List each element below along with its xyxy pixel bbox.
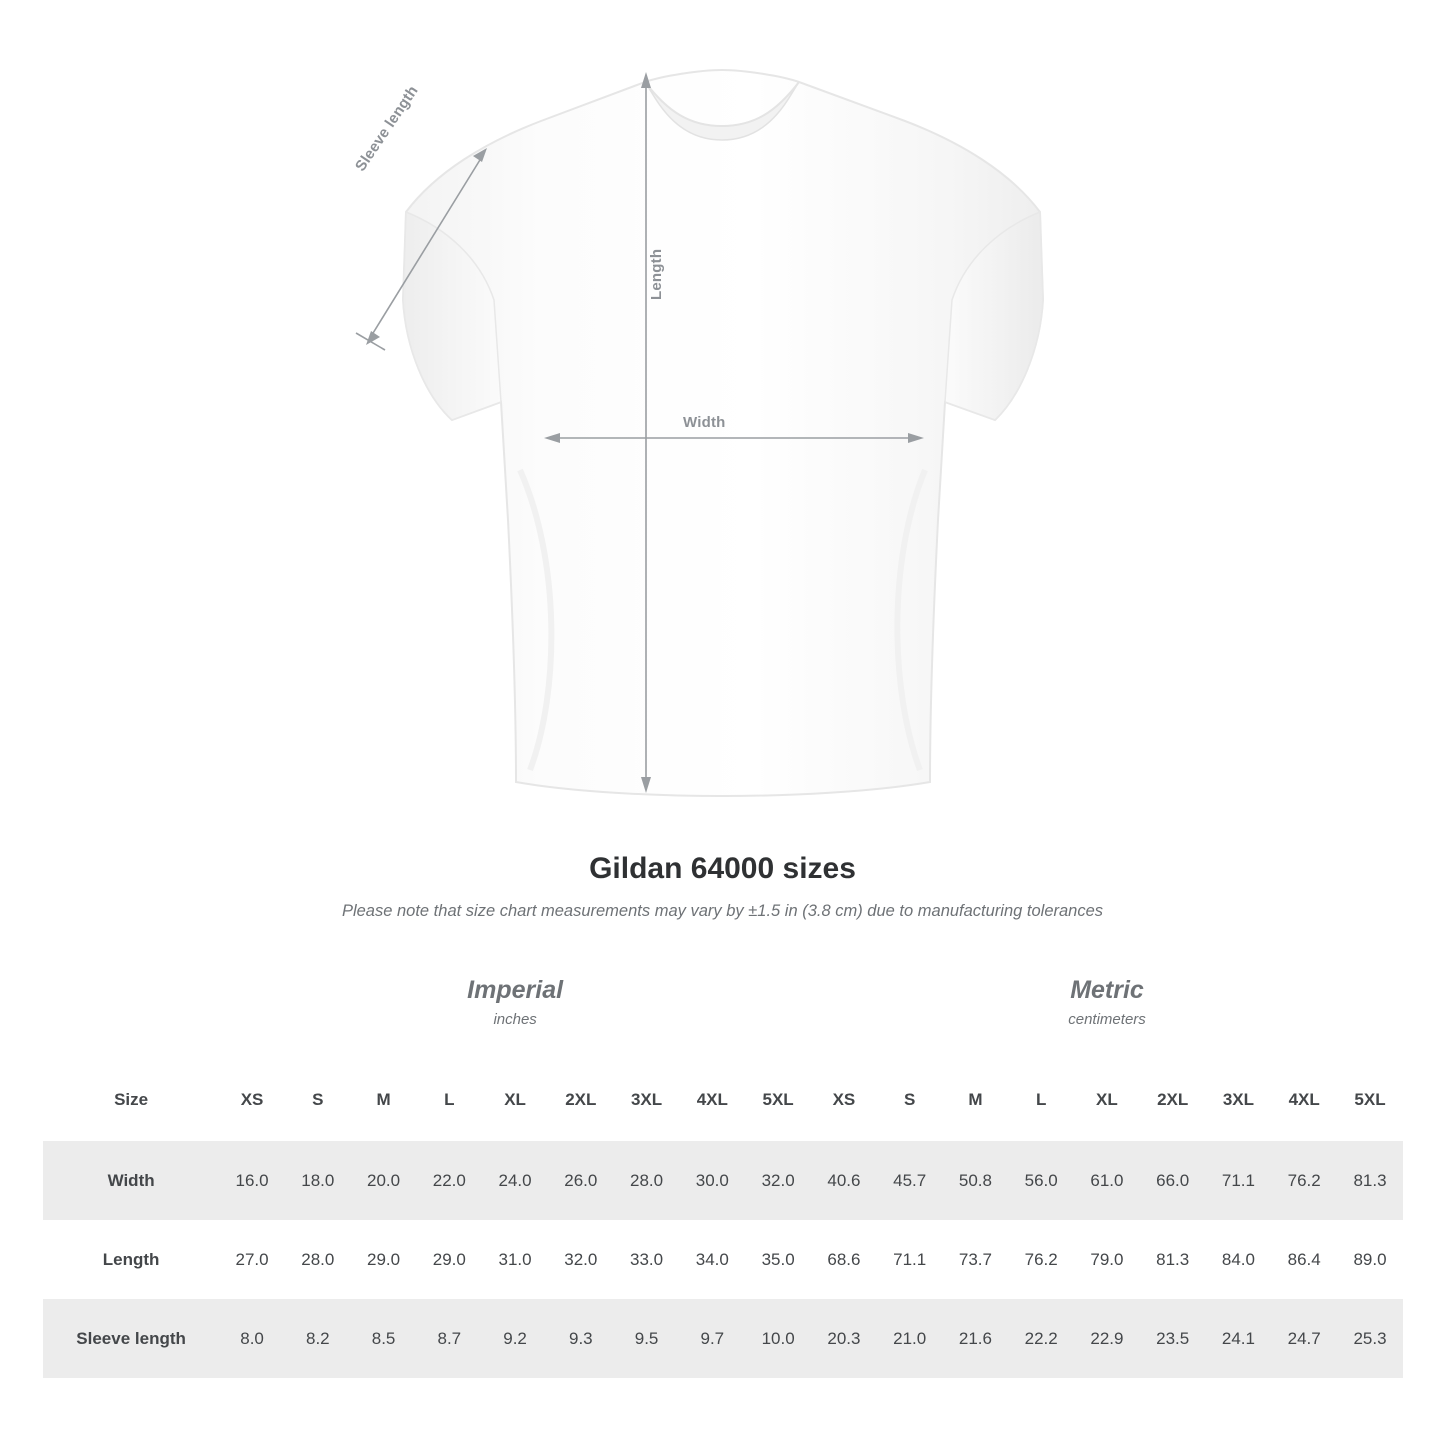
cell-sleeve-length: 8.7 — [416, 1299, 482, 1378]
cell-sleeve-length: 9.5 — [614, 1299, 680, 1378]
size-header-cell: 3XL — [614, 1058, 680, 1141]
size-header-cell: M — [943, 1058, 1009, 1141]
cell-length: 84.0 — [1206, 1220, 1272, 1299]
row-label-width: Width — [43, 1141, 219, 1220]
cell-width: 20.0 — [351, 1141, 417, 1220]
cell-width: 66.0 — [1140, 1141, 1206, 1220]
cell-sleeve-length: 9.2 — [482, 1299, 548, 1378]
size-header-cell: 4XL — [679, 1058, 745, 1141]
sleeve-length-annotation: Sleeve length — [352, 82, 422, 175]
size-header-cell: XL — [482, 1058, 548, 1141]
size-header-cell: XS — [219, 1058, 285, 1141]
cell-length: 76.2 — [1008, 1220, 1074, 1299]
size-header-cell: 2XL — [1140, 1058, 1206, 1141]
cell-width: 76.2 — [1271, 1141, 1337, 1220]
system-name-metric: Metric — [1070, 976, 1144, 1005]
cell-sleeve-length: 24.1 — [1206, 1299, 1272, 1378]
size-header-cell: S — [877, 1058, 943, 1141]
cell-width: 81.3 — [1337, 1141, 1403, 1220]
table-system-header-row — [43, 946, 1403, 1058]
table-size-header-row — [43, 1058, 1403, 1141]
cell-width: 40.6 — [811, 1141, 877, 1220]
cell-width: 32.0 — [745, 1141, 811, 1220]
cell-sleeve-length: 10.0 — [745, 1299, 811, 1378]
system-header-spacer — [43, 946, 219, 1058]
cell-length: 79.0 — [1074, 1220, 1140, 1299]
cell-length: 71.1 — [877, 1220, 943, 1299]
cell-width: 18.0 — [285, 1141, 351, 1220]
cell-length: 33.0 — [614, 1220, 680, 1299]
system-name-imperial: Imperial — [467, 976, 564, 1005]
cell-sleeve-length: 21.0 — [877, 1299, 943, 1378]
width-annotation: Width — [683, 414, 726, 431]
row-label-sleeve-length: Sleeve length — [43, 1299, 219, 1378]
cell-length: 29.0 — [351, 1220, 417, 1299]
row-label-length: Length — [43, 1220, 219, 1299]
size-table — [43, 946, 1403, 1378]
cell-length: 31.0 — [482, 1220, 548, 1299]
cell-width: 30.0 — [679, 1141, 745, 1220]
cell-width: 56.0 — [1008, 1141, 1074, 1220]
system-header-imperial — [219, 946, 811, 1058]
shirt-body — [403, 70, 1043, 796]
cell-length: 86.4 — [1271, 1220, 1337, 1299]
cell-width: 16.0 — [219, 1141, 285, 1220]
cell-width: 22.0 — [416, 1141, 482, 1220]
cell-sleeve-length: 20.3 — [811, 1299, 877, 1378]
cell-sleeve-length: 23.5 — [1140, 1299, 1206, 1378]
cell-sleeve-length: 24.7 — [1271, 1299, 1337, 1378]
cell-width: 24.0 — [482, 1141, 548, 1220]
cell-width: 45.7 — [877, 1141, 943, 1220]
cell-sleeve-length: 9.3 — [548, 1299, 614, 1378]
cell-length: 32.0 — [548, 1220, 614, 1299]
size-header-cell: L — [1008, 1058, 1074, 1141]
size-header-cell: S — [285, 1058, 351, 1141]
cell-length: 35.0 — [745, 1220, 811, 1299]
cell-length: 89.0 — [1337, 1220, 1403, 1299]
size-header-cell: M — [351, 1058, 417, 1141]
cell-sleeve-length: 8.2 — [285, 1299, 351, 1378]
size-header-cell: L — [416, 1058, 482, 1141]
cell-length: 28.0 — [285, 1220, 351, 1299]
cell-length: 29.0 — [416, 1220, 482, 1299]
size-header-cell: 4XL — [1271, 1058, 1337, 1141]
cell-length: 68.6 — [811, 1220, 877, 1299]
length-annotation: Length — [648, 248, 665, 300]
size-table-wrap — [43, 946, 1403, 1378]
cell-width: 61.0 — [1074, 1141, 1140, 1220]
cell-length: 73.7 — [943, 1220, 1009, 1299]
system-unit-imperial: inches — [493, 1010, 537, 1028]
cell-sleeve-length: 22.2 — [1008, 1299, 1074, 1378]
cell-width: 26.0 — [548, 1141, 614, 1220]
size-header-cell: XL — [1074, 1058, 1140, 1141]
size-header-cell: 3XL — [1206, 1058, 1272, 1141]
size-header-cell: 5XL — [1337, 1058, 1403, 1141]
cell-length: 27.0 — [219, 1220, 285, 1299]
cell-sleeve-length: 22.9 — [1074, 1299, 1140, 1378]
cell-sleeve-length: 21.6 — [943, 1299, 1009, 1378]
size-header-cell: 5XL — [745, 1058, 811, 1141]
page-title: Gildan 64000 sizes — [589, 852, 856, 885]
row-header-size: Size — [43, 1058, 219, 1141]
size-header-cell: 2XL — [548, 1058, 614, 1141]
cell-length: 34.0 — [679, 1220, 745, 1299]
cell-sleeve-length: 8.5 — [351, 1299, 417, 1378]
cell-sleeve-length: 8.0 — [219, 1299, 285, 1378]
table-row-sleeve-length — [43, 1299, 1403, 1378]
cell-length: 81.3 — [1140, 1220, 1206, 1299]
cell-sleeve-length: 9.7 — [679, 1299, 745, 1378]
table-row-length — [43, 1220, 1403, 1299]
cell-width: 28.0 — [614, 1141, 680, 1220]
cell-width: 71.1 — [1206, 1141, 1272, 1220]
cell-sleeve-length: 25.3 — [1337, 1299, 1403, 1378]
system-header-metric — [811, 946, 1403, 1058]
system-unit-metric: centimeters — [1068, 1010, 1146, 1028]
cell-width: 50.8 — [943, 1141, 1009, 1220]
size-header-cell: XS — [811, 1058, 877, 1141]
table-row-width — [43, 1141, 1403, 1220]
page-subtitle: Please note that size chart measurements may vary by ±1.5 in (3.8 cm) due to manufacturing tolerances — [341, 902, 1104, 920]
